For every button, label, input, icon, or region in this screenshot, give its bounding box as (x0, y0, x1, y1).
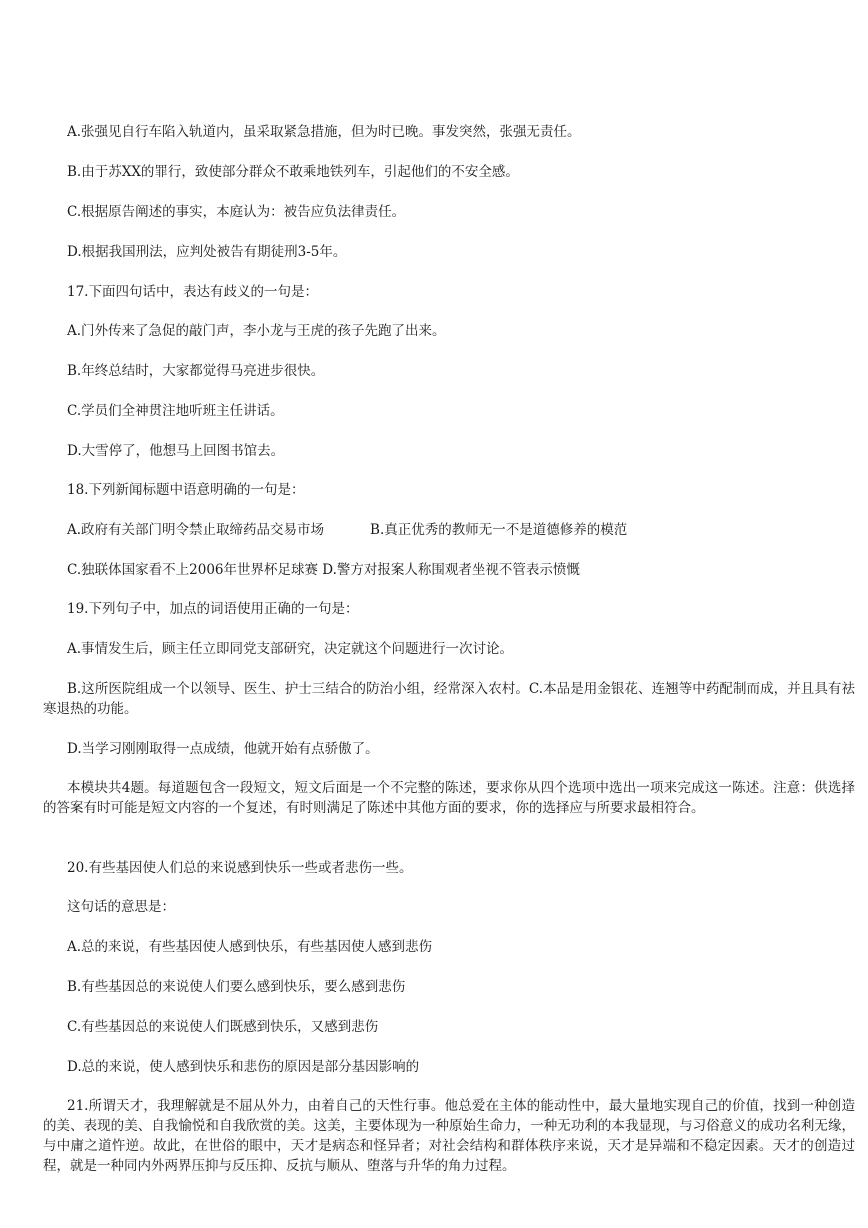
q16-option-d: D.根据我国刑法，应判处被告有期徒刑3-5年。 (67, 244, 347, 260)
q16-option-c: C.根据原告阐述的事实，本庭认为：被告应负法律责任。 (67, 204, 406, 220)
q18-option-c: C.独联体国家看不上2006年世界杯足球赛 (67, 562, 318, 578)
q19-option-a: A.事情发生后，顾主任立即同党支部研究，决定就这个问题进行一次讨论。 (67, 641, 514, 657)
q19-option-bc: B.这所医院组成一个以领导、医生、护士三结合的防治小组，经常深入农村。C.本品是用金银花、连翘等中药配制而成，并且具有祛寒退热的功能。 (43, 681, 855, 717)
q17-question: 17.下面四句话中，表达有歧义的一句是： (67, 284, 318, 300)
q20-prompt: 这句话的意思是： (67, 899, 175, 915)
q18-option-d: D.警方对报案人称围观者坐视不管表示愤慨 (322, 562, 580, 578)
q21-passage: 21.所谓天才，我理解就是不屈从外力，由着自己的天性行事。他总爱在主体的能动性中，最大量地实现自己的价值，找到一种创造的美、表现的美、自我愉悦和自我欣赏的美。这美，主要体现为一种原始生命力，一种无功利的本我显现，与习俗意义的成功名利无缘，与中庸之道忤逆。故此，在世俗的眼中，天才是病态和怪异者；对社会结构和群体秩序来说，天才是异端和不稳定因素。天才的创造过程，就是一种同内外两界压抑与反压抑、反抗与顺从、堕落与升华的角力过程。 (43, 1098, 855, 1174)
q19-question: 19.下列句子中，加点的词语使用正确的一句是： (67, 601, 359, 617)
q17-option-b: B.年终总结时，大家都觉得马亮进步很快。 (67, 363, 325, 379)
q17-option-d: D.大雪停了，他想马上回图书馆去。 (67, 443, 285, 459)
q20-option-d: D.总的来说，使人感到快乐和悲伤的原因是部分基因影响的 (67, 1059, 420, 1075)
q18-question: 18.下列新闻标题中语意明确的一句是： (67, 482, 305, 498)
q17-option-c: C.学员们全神贯注地听班主任讲话。 (67, 403, 284, 419)
q18-option-b: B.真正优秀的教师无一不是道德修养的模范 (370, 522, 628, 538)
q16-option-b: B.由于苏XX的罪行，致使部分群众不敢乘地铁列车，引起他们的不安全感。 (67, 164, 519, 180)
q20-option-b: B.有些基因总的来说使人们要么感到快乐，要么感到悲伤 (67, 979, 406, 995)
q19-option-d: D.当学习刚刚取得一点成绩，他就开始有点骄傲了。 (67, 741, 379, 757)
q18-options-row-2 (67, 560, 580, 580)
q16-option-a: A.张强见自行车陷入轨道内，虽采取紧急措施，但为时已晚。事发突然，张强无责任。 (67, 124, 581, 140)
module-intro: 本模块共4题。每道题包含一段短文，短文后面是一个不完整的陈述，要求你从四个选项中选出一项来完成这一陈述。注意：供选择的答案有时可能是短文内容的一个复述，有时则满足了陈述中其他方面的要求，你的选择应与所要求最相符合。 (43, 780, 855, 816)
q20-option-c: C.有些基因总的来说使人们既感到快乐，又感到悲伤 (67, 1019, 379, 1035)
q17-option-a: A.门外传来了急促的敲门声，李小龙与王虎的孩子先跑了出来。 (67, 323, 446, 339)
q20-option-a: A.总的来说，有些基因使人感到快乐，有些基因使人感到悲伤 (67, 939, 433, 955)
q18-options-row-1 (67, 520, 627, 540)
q18-option-a: A.政府有关部门明令禁止取缔药品交易市场 (67, 522, 325, 538)
q20-passage: 20.有些基因使人们总的来说感到快乐一些或者悲伤一些。 (67, 860, 413, 876)
